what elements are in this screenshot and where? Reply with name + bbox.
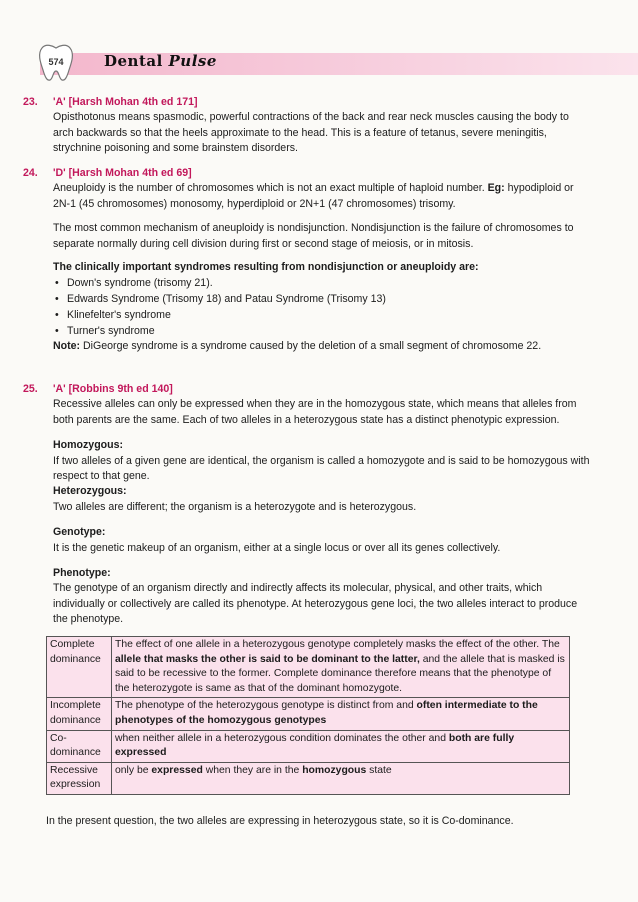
term-cell: Incomplete dominance [47, 698, 112, 730]
description-cell: The effect of one allele in a heterozygous genotype completely masks the effect of the other. The allele that masks the other is said to be dominant to the latter, and the allele that is masked is said to be recessive to the former. Complete dominance therefore means that the phenotype of the heterozygote is same as that of the dominant homozygote. [112, 637, 570, 698]
subheading: Homozygous: [53, 439, 124, 452]
question-24 [23, 166, 591, 355]
page-number: 574 [48, 57, 64, 67]
page-header [0, 44, 638, 78]
syndrome-list [53, 275, 591, 339]
definition: The genotype of an organism directly and indirectly affects its molecular, physical, and other traits, which individually or collectively are called its phenotype. At heterozygous gene loci, the two alleles interact to produce the phenotype. [53, 582, 578, 626]
note: Note: DiGeorge syndrome is a syndrome caused by the deletion of a small segment of chromosome 22. [53, 340, 542, 353]
explanation: Recessive alleles can only be expressed when they are in the homozygous state, which means that alleles from both parents are the same. Each of two alleles in a heterozygous state has a distinct phenotypic expression. [53, 398, 577, 426]
list-item: • Klinefelter's syndrome [53, 307, 591, 323]
explanation: Aneuploidy is the number of chromosomes which is not an exact multiple of haploid number. Eg: hypodiploid or 2N-1 (45 chromosomes) monosomy, hyperdiploid or 2N+1 (47 chromosomes) trisomy. [53, 182, 574, 210]
question-number: 24. [23, 167, 38, 179]
list-item: • Edwards Syndrome (Trisomy 18) and Patau Syndrome (Trisomy 13) [53, 291, 591, 307]
answer-reference: 'A' [Harsh Mohan 4th ed 171] [53, 96, 198, 108]
list-heading: The clinically important syndromes resulting from nondisjunction or aneuploidy are: [53, 261, 479, 274]
definition: It is the genetic makeup of an organism, either at a single locus or over all its genes collectively. [53, 541, 501, 554]
description-cell: only be expressed when they are in the homozygous state [112, 762, 570, 794]
question-number: 23. [23, 96, 38, 108]
explanation: The most common mechanism of aneuploidy is nondisjunction. Nondisjunction is the failure of chromosomes to separate normally during cell division during first or second stage of meiosis, or in mitosis. [53, 222, 574, 250]
question-25 [23, 382, 591, 628]
book-title: Dental Pulse [104, 52, 217, 70]
answer-reference: 'D' [Harsh Mohan 4th ed 69] [53, 167, 192, 179]
table-row [47, 637, 570, 698]
list-item: • Down's syndrome (trisomy 21). [53, 275, 591, 291]
term-cell: Recessive expression [47, 762, 112, 794]
subheading: Phenotype: [53, 567, 111, 580]
question-23 [23, 95, 591, 157]
description-cell: when neither allele in a heterozygous condition dominates the other and both are fully expressed [112, 730, 570, 762]
question-number: 25. [23, 383, 38, 395]
term-cell: Complete dominance [47, 637, 112, 698]
table-row [47, 762, 570, 794]
dominance-table [46, 636, 570, 795]
definition: If two alleles of a given gene are identical, the organism is called a homozygote and is said to be homozygous with respect to that gene. [53, 454, 590, 483]
table-row [47, 698, 570, 730]
explanation: Opisthotonus means spasmodic, powerful contractions of the back and rear neck muscles causing the body to arch backwards so that the heels approximate to the head. This is a feature of tetanus, severe meningitis, strychnine poisoning and some brainstem disorders. [53, 111, 569, 155]
subheading: Heterozygous: [53, 485, 127, 498]
list-item: • Turner's syndrome [53, 323, 591, 339]
definition: Two alleles are different; the organism is a heterozygote and is heterozygous. [53, 500, 417, 513]
subheading: Genotype: [53, 526, 106, 539]
term-cell: Co-dominance [47, 730, 112, 762]
answer-reference: 'A' [Robbins 9th ed 140] [53, 383, 173, 395]
conclusion: In the present question, the two alleles are expressing in heterozygous state, so it is Co-dominance. [46, 815, 514, 827]
description-cell: The phenotype of the heterozygous genotype is distinct from and often intermediate to the phenotypes of the homozygous genotypes [112, 698, 570, 730]
table-row [47, 730, 570, 762]
